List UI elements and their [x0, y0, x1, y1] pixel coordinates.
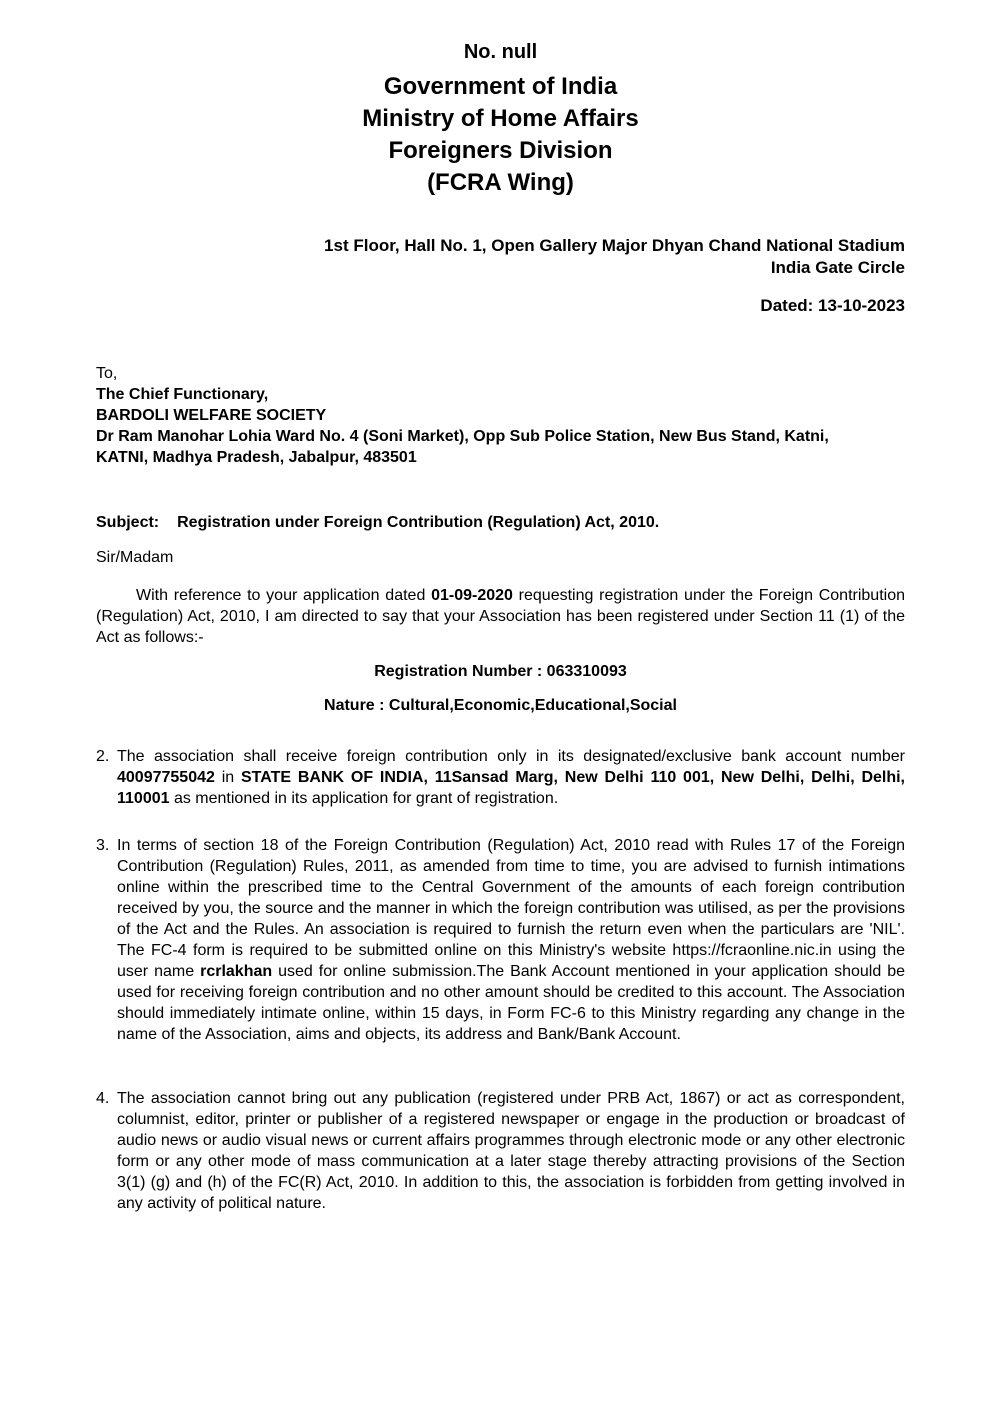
office-address-line-1: 1st Floor, Hall No. 1, Open Gallery Major Dhyan Chand National Stadium: [324, 236, 905, 255]
office-address-line-2: India Gate Circle: [770, 258, 905, 277]
list-item-text: In terms of section 18 of the Foreign Contribution (Regulation) Act, 2010 read with Rules 17 of the Foreign Contribution (Regulation) Rules, 2011, as amended from time to time, you are advised to furnish intimations online within the prescribed time to the Central Government of the amounts of each foreign contribution received by you, the source and the manner in which the foreign contribution was utilised, as per the provisions of the Act and the Rules. An association is required to furnish the return even when the particulars are 'NIL'. The FC-4 form is required to be submitted online on this Ministry's website https://fcraonline.nic.in using the user name rcrlakhan used for online submission.The Bank Account mentioned in your application should be used for receiving foreign contribution and no other amount should be credited to this account. The Association should immediately intimate online, within 15 days, in Form FC-6 to this Ministry regarding any change in the name of the Association, aims and objects, its address and Bank/Bank Account.: [117, 837, 905, 1043]
list-item: [96, 746, 905, 809]
list-item: [96, 1088, 905, 1214]
list-item-number: 4.: [96, 1090, 110, 1107]
list-item-text: The association cannot bring out any publication (registered under PRB Act, 1867) or act as correspondent, columnist, editor, printer or publisher of a registered newspaper or engage in the production or broadcast of audio news or audio visual news or current affairs programmes through electronic mode or any other electronic form or any other mode of mass communication at a later stage thereby attracting provisions of the Section 3(1) (g) and (h) of the FC(R) Act, 2010. In addition to this, the association is forbidden from getting involved in any activity of political nature.: [117, 1090, 905, 1212]
nature-line: Nature : Cultural,Economic,Educational,Social: [324, 697, 677, 714]
list-item-number: 2.: [96, 748, 110, 765]
subject-text: Registration under Foreign Contribution (Regulation) Act, 2010.: [177, 514, 660, 531]
recipient-address-line-2: KATNI, Madhya Pradesh, Jabalpur, 483501: [96, 449, 417, 466]
letterhead-line-wing: (FCRA Wing): [427, 169, 574, 196]
recipient-address-line-1: Dr Ram Manohar Lohia Ward No. 4 (Soni Market), Opp Sub Police Station, New Bus Stand, Katni,: [96, 428, 829, 445]
list-item-number: 3.: [96, 837, 110, 854]
list-item: [96, 835, 905, 1045]
letterhead-line-government: Government of India: [383, 73, 618, 100]
subject-label: Subject:: [96, 514, 160, 531]
letterhead: [96, 71, 905, 199]
office-address: [96, 235, 905, 279]
conditions-list: [96, 746, 905, 1214]
letter-date: Dated: 13-10-2023: [760, 296, 905, 315]
recipient-block: [96, 363, 905, 468]
list-item-text: The association shall receive foreign contribution only in its designated/exclusive bank account number 40097755042 in STATE BANK OF INDIA, 11Sansad Marg, New Delhi 110 001, New Delhi, Delhi, Delhi, 110001 as mentioned in its application for grant of registration.: [117, 748, 906, 807]
reference-number: No. null: [463, 41, 538, 63]
subject-line: [96, 512, 905, 533]
intro-paragraph: With reference to your application dated 01-09-2020 requesting registration under the Foreign Contribution (Regulation) Act, 2010, I am directed to say that your Association has been registered under Section 11 (1) of the Act as follows:-: [96, 587, 905, 646]
letterhead-line-ministry: Ministry of Home Affairs: [362, 105, 639, 132]
registration-number-line: Registration Number : 063310093: [374, 663, 627, 680]
greeting: Sir/Madam: [96, 549, 174, 566]
recipient-title: The Chief Functionary,: [96, 386, 269, 403]
letterhead-line-division: Foreigners Division: [388, 137, 613, 164]
recipient-organization: BARDOLI WELFARE SOCIETY: [96, 407, 327, 424]
recipient-to: To,: [96, 365, 118, 382]
